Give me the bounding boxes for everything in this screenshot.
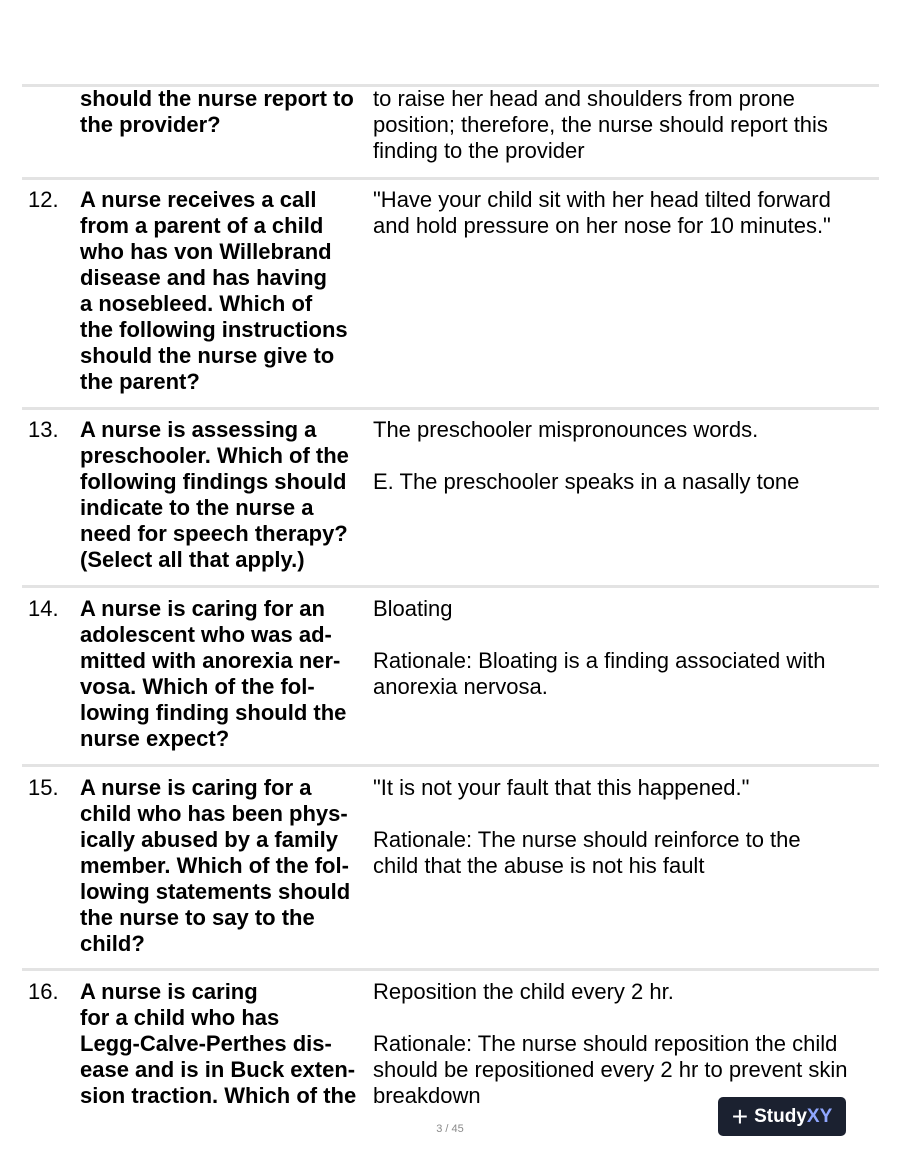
row-divider — [22, 407, 879, 410]
brand-name-xy: XY — [806, 1105, 833, 1127]
question-number: 15. — [28, 775, 59, 800]
row-divider — [22, 968, 879, 971]
answer-text: The preschooler mispronounces words. E. The preschooler speaks in a nasally tone — [373, 417, 800, 494]
question-number: 16. — [28, 979, 59, 1004]
question-text: A nurse receives a call from a parent of a child who has von Willebrand disease and has having a nosebleed. Which of the following instructions should the nurse give to the parent? — [80, 187, 348, 394]
question-text: should the nurse report to the provider? — [80, 86, 354, 137]
question-text: A nurse is caring for a child who has been phys- ically abused by a family member. Which of the fol- lowing statements should the nurse to say to the child? — [80, 775, 351, 956]
question-text: A nurse is assessing a preschooler. Which of the following findings should indicate to the nurse a need for speech therapy? (Select all that apply.) — [80, 417, 349, 572]
question-number: 13. — [28, 417, 59, 442]
row-divider — [22, 585, 879, 588]
studyxy-badge[interactable] — [718, 1097, 846, 1136]
plus-icon: + — [731, 1100, 749, 1132]
brand-name-study: Study — [754, 1105, 807, 1127]
question-number: 14. — [28, 596, 59, 621]
question-text: A nurse is caring for a child who has Legg-Calve-Perthes dis- ease and is in Buck exten- sion traction. Which of the — [80, 979, 357, 1108]
row-divider — [22, 177, 879, 180]
answer-text: "Have your child sit with her head tilted forward and hold pressure on her nose for 10 minutes." — [373, 187, 831, 238]
question-number: 12. — [28, 187, 59, 212]
answer-text: to raise her head and shoulders from prone position; therefore, the nurse should report this finding to the provider — [373, 86, 828, 163]
page-indicator: 3 / 45 — [436, 1123, 464, 1135]
question-text: A nurse is caring for an adolescent who was ad- mitted with anorexia ner- vosa. Which of the fol- lowing finding should the nurse expect? — [80, 596, 347, 751]
row-divider — [22, 764, 879, 767]
brand-name — [754, 1106, 832, 1128]
answer-text: Reposition the child every 2 hr. Rationale: The nurse should reposition the child should be repositioned every 2 hr to prevent skin breakdown — [373, 979, 848, 1108]
answer-text: Bloating Rationale: Bloating is a finding associated with anorexia nervosa. — [373, 596, 826, 699]
answer-text: "It is not your fault that this happened." Rationale: The nurse should reinforce to the child that the abuse is not his fault — [373, 775, 801, 878]
